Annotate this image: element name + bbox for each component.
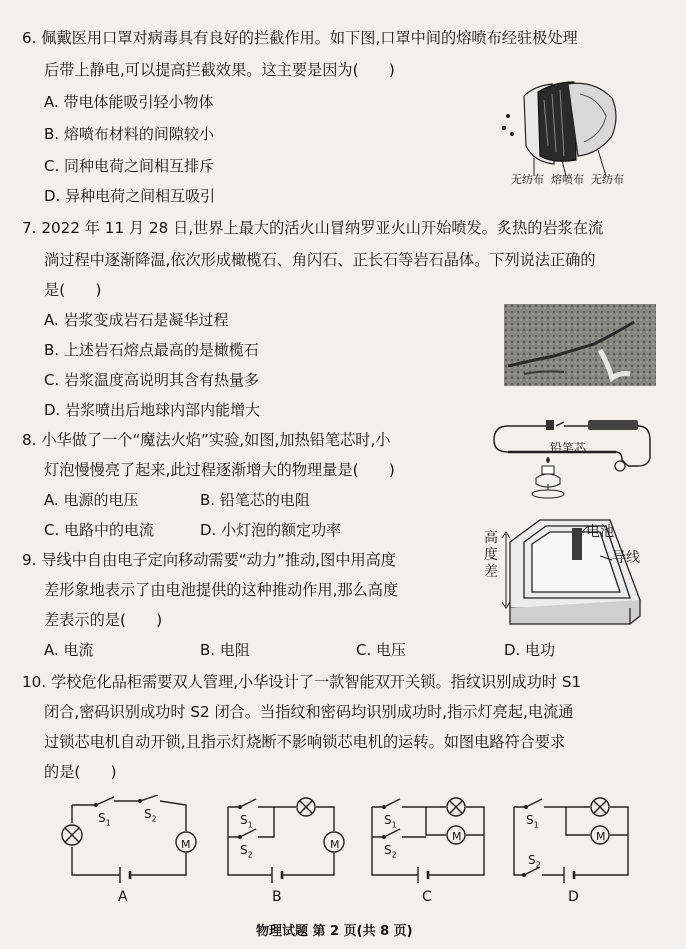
q6-option-d: D. 异种电荷之间相互吸引 [44,187,216,205]
mask-label-nonwoven-right: 无纺布 [591,173,624,186]
height-difference-label: 高度差 [484,530,498,580]
circuit-a-label: A [118,889,128,905]
q9-stem-line1: 9. 导线中自由电子定向移动需要“动力”推动,图中用高度 [22,551,397,569]
q7-stem-line2: 淌过程中逐渐降温,依次形成橄榄石、角闪石、正长石等岩石晶体。下列说法正确的 [44,251,596,269]
pencil-lead-label: 铅笔芯 [550,441,587,455]
volcano-lava-photo [504,304,656,386]
q10-stem-line3: 过锁芯电机自动开锁,且指示灯烧断不影响锁芯电机的运转。如图电路符合要求 [44,733,566,751]
q7-stem-line1: 7. 2022 年 11 月 28 日,世界上最大的活火山冒纳罗亚火山开始喷发。炙热的岩浆在流 [22,219,604,237]
q10-stem-line2: 闭合,密码识别成功时 S2 闭合。当指纹和密码均识别成功时,指示灯亮起,电流通 [44,703,574,721]
circuit-d-s2-label: $S_2$ [528,853,541,870]
q6-stem-line1: 6. 佩戴医用口罩对病毒具有良好的拦截作用。如下图,口罩中间的熔喷布经驻极处理 [22,29,578,47]
q9-stem-line3: 差表示的是( ) [44,611,163,629]
q9-option-b: B. 电阻 [200,641,250,659]
mask-label-nonwoven-left: 无纺布 [511,173,544,186]
q9-option-c: C. 电压 [356,641,407,659]
circuit-d-s1-label: $S_1$ [526,813,539,830]
q8-stem-line1: 8. 小华做了一个“魔法火焰”实验,如图,加热铅笔芯时,小 [22,431,391,449]
circuit-a-s1-label: $S_1$ [98,811,111,828]
q6-option-b: B. 熔喷布材料的间隙较小 [44,125,214,143]
mask-label-meltblown: 熔喷布 [551,173,584,186]
battery-label: 电池 [586,524,614,540]
circuit-c-motor-label: M [452,830,462,843]
circuit-a-motor-label: M [181,838,191,851]
q9-option-a: A. 电流 [44,641,94,659]
q9-option-d: D. 电功 [504,641,556,659]
circuit-b-motor-label: M [330,838,340,851]
q8-option-b: B. 铅笔芯的电阻 [200,491,310,509]
q10-stem-line1: 10. 学校危化品柜需要双人管理,小华设计了一款智能双开关锁。指纹识别成功时 S1 [22,673,582,691]
circuit-d-label: D [568,889,579,905]
wire-label: 导线 [612,550,640,566]
q7-stem-line3: 是( ) [44,281,102,299]
q8-stem-line2: 灯泡慢慢亮了起来,此过程逐渐增大的物理量是( ) [44,461,395,479]
circuit-a-s2-label: $S_2$ [144,807,157,824]
q10-stem-line4: 的是( ) [44,763,117,781]
q8-option-a: A. 电源的电压 [44,491,139,509]
circuit-b-s1-label: $S_1$ [240,813,253,830]
circuit-c-s2-label: $S_2$ [384,843,397,860]
q7-option-b: B. 上述岩石熔点最高的是橄榄石 [44,341,259,359]
circuit-d [506,795,636,885]
page-footer: 物理试题 第 2 页(共 8 页) [256,924,413,939]
circuit-c-s1-label: $S_1$ [384,813,397,830]
q6-stem-line2: 后带上静电,可以提高拦截效果。这主要是因为( ) [44,61,395,79]
q7-option-a: A. 岩浆变成岩石是凝华过程 [44,311,229,329]
circuit-b-s2-label: $S_2$ [240,843,253,860]
circuit-c-label: C [422,889,432,905]
q9-stem-line2: 差形象地表示了由电池提供的这种推动作用,那么高度 [44,581,399,599]
circuit-b-label: B [272,889,282,905]
q8-option-d: D. 小灯泡的额定功率 [200,521,342,539]
q7-option-c: C. 岩浆温度高说明其含有热量多 [44,371,260,389]
circuit-d-motor-label: M [596,830,606,843]
q6-option-c: C. 同种电荷之间相互排斥 [44,157,215,175]
q8-option-c: C. 电路中的电流 [44,521,155,539]
q7-option-d: D. 岩浆喷出后地球内部内能增大 [44,401,261,419]
q6-option-a: A. 带电体能吸引轻小物体 [44,93,214,111]
height-difference-figure [480,512,660,632]
